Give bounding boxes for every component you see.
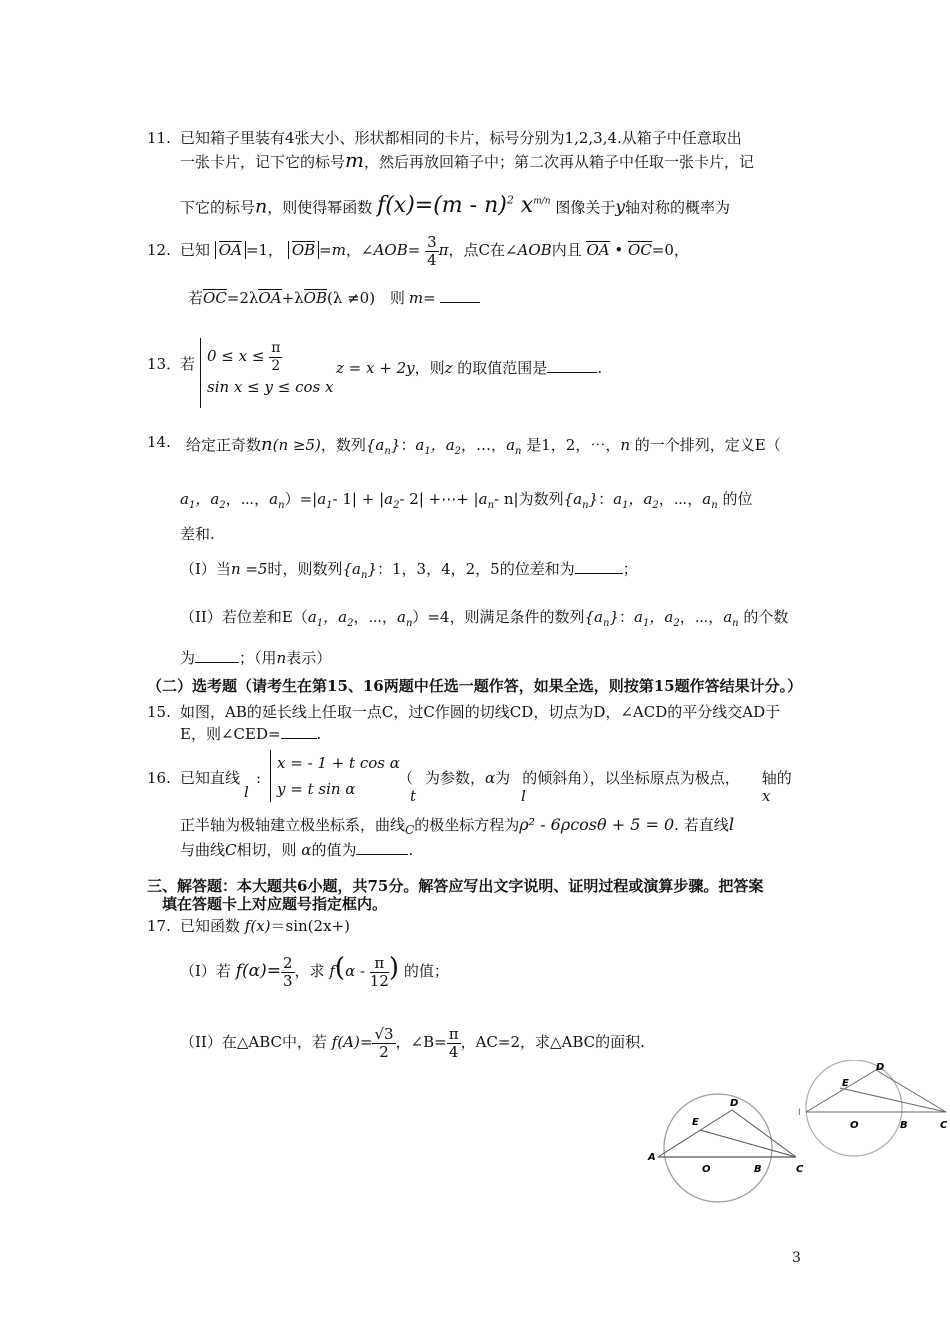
q16-param-system <box>270 750 400 802</box>
q12-text: 内且 <box>551 241 582 259</box>
q16-line3: 与曲线C相切，则 α的值为 . <box>180 841 414 859</box>
q14-text: 是1，2，⋯， <box>526 436 621 454</box>
q14-text: 给定正奇数 <box>186 436 262 454</box>
q12-text: = <box>319 241 332 259</box>
polar-equation: ρ² - 6ρcosθ + 5 = 0 <box>519 815 675 834</box>
q14-line2: $a_1$，$a_2$，⋯，$a_n)=|a_1-$ $1| + |a_2-$ 2| +⋯+ $|a_n-$ n|为数列$\{a_n\}$：$a_1$，$a_2$，⋯，$a_n$ 的位 <box>180 490 753 511</box>
section-3-heading: 三、解答题：本大题共6小题，共75分。解答应写出文字说明、证明过程或演算步骤。把答案 <box>147 877 764 895</box>
q13-text: ，则 <box>414 359 445 377</box>
q14-text: ，…， <box>461 436 507 454</box>
q16-text: 已知直线 <box>180 769 241 787</box>
geometry-figure-left <box>640 1090 820 1210</box>
vec-oa: OA <box>586 241 610 259</box>
q13-system: 0 ≤ x ≤ $\frac{\pi}{2}$ sin x ≤ y ≤ cos x <box>200 338 333 408</box>
q11-text: 轴对称的概率为 <box>625 198 731 217</box>
three-quarters: $\frac{3}{4}$ <box>427 232 437 269</box>
label-c: C <box>940 1120 948 1131</box>
y-var: y <box>615 197 626 218</box>
answer-blank <box>356 854 408 855</box>
q14-text: ，数列 <box>320 436 366 454</box>
vec-ob: OB <box>303 289 327 307</box>
z-expression: z = x + 2y <box>336 359 415 377</box>
q14-text: ： <box>598 490 614 508</box>
q12-line2: 若OC=2λOA+λOB(λ ≠0) 则 m= <box>188 288 480 308</box>
abs-oa: OA <box>215 241 246 259</box>
section-2-heading: （二）选考题（请考生在第15、16两题中任选一题作答，如果全选，则按第15题作答结果计分。） <box>147 677 803 695</box>
l-var: l <box>244 783 249 801</box>
q14-text: （II）若位差和E（ <box>180 608 308 626</box>
vec-oa: OA <box>258 289 282 307</box>
q17-part1: （I）若 f(α)= $\frac{2}{3}$ ，求 f(α - $\frac{\pi}{12}$ ) 的值； <box>180 953 449 990</box>
q14-text: ）=4，则满足条件的数列 <box>412 608 585 626</box>
q17-text: 已知函数 <box>180 917 241 935</box>
q14-text: - 1| + | <box>332 490 385 508</box>
q12-text: =0， <box>651 241 689 259</box>
fx: f(x) <box>244 917 271 935</box>
q14-text: 的位 <box>722 490 753 508</box>
q12-line1: 已知 OA =1， OB =m，∠AOB= $\frac{3}{4}$ π，点C在∠AOB内且 OA • OC=0， <box>180 232 689 269</box>
q16-number: 16. <box>147 769 171 787</box>
q16-text: 的极坐标方程为 <box>414 816 520 834</box>
q16-text: . <box>408 841 414 859</box>
q12-text: = <box>407 241 421 259</box>
q14-text: - n| <box>494 490 519 508</box>
q12-text: 则 <box>389 289 405 307</box>
q17-line1 <box>180 916 350 936</box>
q15-text: E，则∠CED= <box>180 725 281 743</box>
q14-part2: （II）若位差和$E(a_1$，$a_2$，⋯，$a_n)=4$，则满足条件的数列$\{a_n\}$：$a_1$，$a_2$，⋯，$a_n$ 的个数 <box>180 608 789 629</box>
q11-text: ，则使得幂函数 <box>267 198 373 217</box>
q16-text: 与曲线 <box>180 841 226 859</box>
q15-line2 <box>180 724 321 744</box>
document-page: 11. 已知箱子里装有4张大小、形状都相同的卡片，标号分别为1,2,3,4.从箱子中任意取出 一张卡片，记下它的标号m，然后再放回箱子中；第二次再从箱子中任取一张卡片，记 下它的标号n，则使得幂函数 f(x)=(m - n)$^2$ $x^{m/n}$ 图像关于y轴对称的概率为 12. 已知 OA =1， OB =m，∠AOB= $\frac{3}{4}$ π，点C在∠AOB内且 OA • OC=0， 若OC=2λOA+λOB(λ ≠0) 则 m= 13． 若 0 ≤ x ≤ $\frac{\pi}{2}$ sin x ≤ y ≤ cos x z = x + 2y，则z 的取值范围是 . 14. 给定正奇数n(n ≥5)，数列$\{a_n\}$：$a_1$，$a_2$，…，$a_n$ 是1，2，⋯，n 的一个排列，定义E（ $a_1$，$a_2$，⋯，$a_n)=|a_1-$ $1| + |a_2-$ 2| +⋯+ $|a_n-$ n|为数列$\{a_n\}$：$a_1$，$a_2$，⋯，$a_n$ 的位 差和. （I）当n =5时，则数列$\{a_n\}$：1，3，4，2，5的位差和为 ； （II）若位差和$E(a_1$，$a_2$，⋯，$a_n)=4$，则满足条件的数列$\{a_n\}$：$a_1$，$a_2$，⋯，$a_n$ 的个数 为 ；（用n表示） （二）选考题（请考生在第15、16两题中任选一题作答，如果全选，则按第15题作答结果计分。） 15. 如图，AB的延长线上任取一点C，过C作圆的切线CD，切点为D，∠ACD的平分线交AD于 E，则∠CED= . 16. 已知直线 l : x = - 1 + t cos α y = t sin α （ 为参数，α为 的倾斜角），以坐标原点为极点， 轴的 t l x 正半轴为极轴建立极坐标系，曲线$_C$的极坐标方程为ρ² - 6ρcosθ + 5 = 0. 若直线l 与曲线C相切，则 α的值为 . 三、解答题：本大题共6小题，共75分。解答应写出文字说明、证明过程或演算步骤。把答案 填在答题卡上对应题号指定框内。 17. 已知函数 f(x)＝sin(2x+) （I）若 f(α)= $\frac{2}{3}$ ，求 f(α - $\frac{\pi}{12}$ ) 的值； （II）在△ABC中，若 f(A)= $\frac{√3}{2}$ ，∠B= $\frac{\pi}{4}$ ，AC=2，求△ABC的面积. A O B C D E I O B C D E 3 <box>0 0 950 1344</box>
geometry-figure-right <box>796 1060 950 1170</box>
q13-text: . <box>597 359 603 377</box>
q11-line1: 已知箱子里装有4张大小、形状都相同的卡片，标号分别为1,2,3,4.从箱子中任意取出 <box>180 129 742 147</box>
n-var: n <box>255 195 268 218</box>
function-definition: ＝sin(2x+) <box>270 917 350 935</box>
q11-text: 下它的标号 <box>180 198 256 217</box>
q12-number: 12. <box>147 241 171 259</box>
q15-text: . <box>316 725 322 743</box>
answer-blank <box>575 573 623 574</box>
q14-text: 为 <box>180 649 196 667</box>
q13-number: 13． <box>147 355 182 373</box>
q11-text: 一张卡片，记下它的标号 <box>180 153 346 171</box>
q17-text: 的值； <box>403 962 449 980</box>
abs-ob: OB <box>288 241 319 259</box>
q14-text: ，⋯， <box>225 490 270 508</box>
q17-text: ，求 <box>294 962 325 980</box>
page-number: 3 <box>792 1250 801 1266</box>
q17-text: （II）在△ABC中，若 <box>180 1033 327 1051</box>
answer-blank <box>281 738 317 739</box>
q11-text: 图像关于 <box>555 198 616 217</box>
q16-text: . 若直线 <box>674 816 729 834</box>
q12-text: ，点C在∠ <box>448 241 518 259</box>
q11-line3 <box>180 188 730 220</box>
q13-rest: z = x + 2y，则z 的取值范围是 . <box>336 359 603 377</box>
q12-text: 已知 <box>180 241 211 259</box>
q12-text: +λ <box>281 289 304 307</box>
vec-oc: OC <box>628 241 652 259</box>
q14-text: ，⋯， <box>353 608 397 626</box>
q16-text: 轴的 <box>761 769 792 787</box>
q14-text: 差和. <box>180 525 215 543</box>
label-e: E <box>692 1117 699 1128</box>
q17-text: ，∠B= <box>395 1033 447 1051</box>
q11-number: 11. <box>147 129 171 147</box>
q16-line2: 正半轴为极轴建立极坐标系，曲线$_C$的极坐标方程为ρ² - 6ρcosθ + 5 = 0. 若直线l <box>180 815 735 837</box>
m-var: m <box>331 241 346 259</box>
m-var: m <box>345 148 364 172</box>
label-b: B <box>754 1164 762 1175</box>
q16-text: 为参数， <box>425 769 486 787</box>
angle-aob: AOB <box>373 241 408 259</box>
q17-number: 17. <box>147 917 171 935</box>
q12-text: ，∠ <box>345 241 374 259</box>
q14-text: 的个数 <box>743 608 789 626</box>
svg-text:I: I <box>798 1108 801 1118</box>
q16-text: 正半轴为极轴建立极坐标系，曲线 <box>180 816 406 834</box>
q11-text: ，然后再放回箱子中；第二次再从箱子中任取一张卡片，记 <box>363 153 754 171</box>
q12-text: = <box>423 289 436 307</box>
q14-line1: 给定正奇数n(n ≥5)，数列$\{a_n\}$：$a_1$，$a_2$，…，$a_n$ 是1，2，⋯，n 的一个排列，定义E（ <box>186 434 781 457</box>
label-d: D <box>876 1062 885 1073</box>
q13-text: 的取值范围是 <box>457 359 548 377</box>
q16-line1: （ 为参数，α为 的倾斜角），以坐标原点为极点， 轴的 <box>398 769 792 787</box>
q11-line2 <box>180 150 754 172</box>
q14-number: 14. <box>147 433 171 451</box>
q14-text: ： <box>619 608 635 626</box>
q14-part1: （I）当n =5时，则数列$\{a_n\}$：1，3，4，2，5的位差和为 ； <box>180 560 638 581</box>
q17-text: ，AC=2，求△ABC的面积. <box>460 1033 645 1051</box>
answer-blank <box>440 302 480 303</box>
q14-text: ： <box>400 436 416 454</box>
q14-part2-cont: 为 ；（用n表示） <box>180 649 332 667</box>
label-a: A <box>648 1152 656 1163</box>
q14-text: ：1，3，4，2，5的位差和为 <box>377 560 575 578</box>
inequality-2: sin x ≤ y ≤ cos x <box>207 377 334 396</box>
q14-text: （I）当 <box>180 560 231 578</box>
power-function: f(x)=(m - n)$^2$ $x^{m/n}$ <box>377 193 551 219</box>
label-o: O <box>850 1120 859 1131</box>
q12-text: =2λ <box>226 289 259 307</box>
q14-text: 的一个排列，定义E（ <box>634 436 781 454</box>
q12-text: (λ ≠0) <box>326 289 376 307</box>
q16-text: 的倾斜角），以坐标原点为极点， <box>522 769 740 787</box>
q17-text: （I）若 <box>180 962 231 980</box>
q12-text: =1， <box>245 241 284 259</box>
section-3-heading-cont: 填在答题卡上对应题号指定框内。 <box>162 895 388 913</box>
q15-line1: 如图，AB的延长线上任取一点C，过C作圆的切线CD，切点为D，∠ACD的平分线交AD于 <box>180 703 781 721</box>
vec-oc: OC <box>203 289 227 307</box>
answer-blank <box>547 372 597 373</box>
q16-text: 为 <box>495 769 511 787</box>
param-x: x = - 1 + t cos α <box>277 754 400 772</box>
n-condition: (n ≥5) <box>272 436 321 454</box>
q14-text: 时，则数列 <box>267 560 343 578</box>
q15-number: 15. <box>147 703 171 721</box>
q14-text: ；（用 <box>239 649 277 667</box>
label-b: B <box>900 1120 908 1131</box>
q14-text: 表示） <box>286 649 332 667</box>
q14-text: ； <box>622 560 638 578</box>
q14-text: ，⋯， <box>658 490 703 508</box>
q14-text: 为数列 <box>518 490 564 508</box>
inequality-1: 0 ≤ x ≤ <box>207 347 265 365</box>
label-e: E <box>842 1078 849 1089</box>
q17-part2: （II）在△ABC中，若 f(A)= $\frac{√3}{2}$ ，∠B= $\frac{\pi}{4}$ ，AC=2，求△ABC的面积. <box>180 1024 645 1061</box>
q13-text: 若 <box>180 355 196 373</box>
q14-text: ）=| <box>284 490 318 508</box>
q16-text: （ <box>398 769 414 787</box>
q12-text: 若 <box>188 289 204 307</box>
param-y: y = t sin α <box>277 780 356 798</box>
n-equals-5: n =5 <box>230 560 268 578</box>
q16-text: 的值为 <box>311 841 357 859</box>
label-o: O <box>702 1164 711 1175</box>
q16-text: 相切，则 <box>236 841 297 859</box>
q14-text: - 2| +⋯+ | <box>399 490 479 508</box>
q14-text: ，⋯， <box>679 608 724 626</box>
label-c: C <box>796 1164 804 1175</box>
answer-blank <box>195 662 239 663</box>
label-d: D <box>730 1098 739 1109</box>
